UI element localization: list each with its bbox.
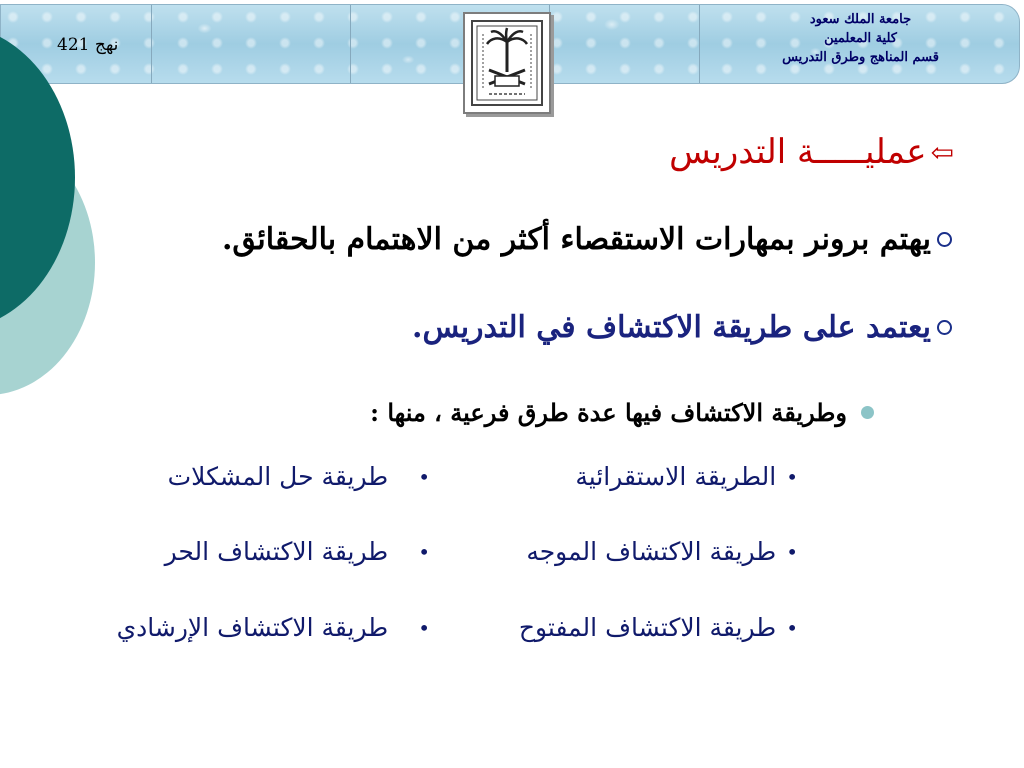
- department-name: قسم المناهج وطرق التدريس: [782, 50, 939, 65]
- method-item: [526, 537, 798, 566]
- sub-intro: [370, 398, 874, 427]
- method-text: طريقة الاكتشاف المفتوح: [518, 613, 777, 642]
- method-text: طريقة الاكتشاف الحر: [164, 537, 389, 566]
- college-name: كلية المعلمين: [824, 31, 897, 46]
- circle-bullet-icon: [937, 320, 952, 335]
- method-text: طريقة الاكتشاف الموجه: [526, 537, 777, 566]
- method-text: طريقة حل المشكلات: [167, 462, 389, 491]
- dot-bullet-icon: •: [418, 615, 430, 640]
- arrow-bullet-icon: ⇦: [930, 135, 954, 169]
- method-text: الطريقة الاستقرائية: [575, 462, 777, 491]
- point-2: [412, 310, 952, 345]
- method-item: [165, 537, 430, 566]
- dot-bullet-icon: •: [786, 464, 798, 489]
- method-text: طريقة الاكتشاف الإرشادي: [116, 613, 389, 642]
- method-item: [168, 462, 430, 491]
- university-info: [782, 10, 939, 67]
- dot-bullet-icon: •: [418, 539, 430, 564]
- circle-bullet-icon: [937, 232, 952, 247]
- slide-title: [669, 132, 954, 172]
- header-divider: [699, 5, 700, 83]
- course-code: نهج 421: [57, 35, 119, 55]
- header-divider: [350, 5, 351, 83]
- dot-bullet-icon: •: [418, 464, 430, 489]
- slide-title-text: عمليـــــة التدريس: [669, 132, 927, 172]
- palm-swords-emblem-icon: [471, 20, 543, 106]
- point-1: [222, 222, 952, 257]
- university-name: جامعة الملك سعود: [809, 12, 912, 27]
- method-item: [117, 613, 430, 642]
- method-item: [519, 613, 798, 642]
- point-2-text: يعتمد على طريقة الاكتشاف في التدريس.: [412, 310, 931, 345]
- dot-bullet-icon: [861, 406, 874, 419]
- sub-intro-text: وطريقة الاكتشاف فيها عدة طرق فرعية ، منها :: [370, 398, 847, 427]
- point-1-text: يهتم برونر بمهارات الاستقصاء أكثر من الاهتمام بالحقائق.: [221, 222, 931, 257]
- header-divider: [151, 5, 152, 83]
- university-logo: [463, 12, 551, 114]
- dot-bullet-icon: •: [786, 615, 798, 640]
- method-item: [575, 462, 798, 491]
- dot-bullet-icon: •: [786, 539, 798, 564]
